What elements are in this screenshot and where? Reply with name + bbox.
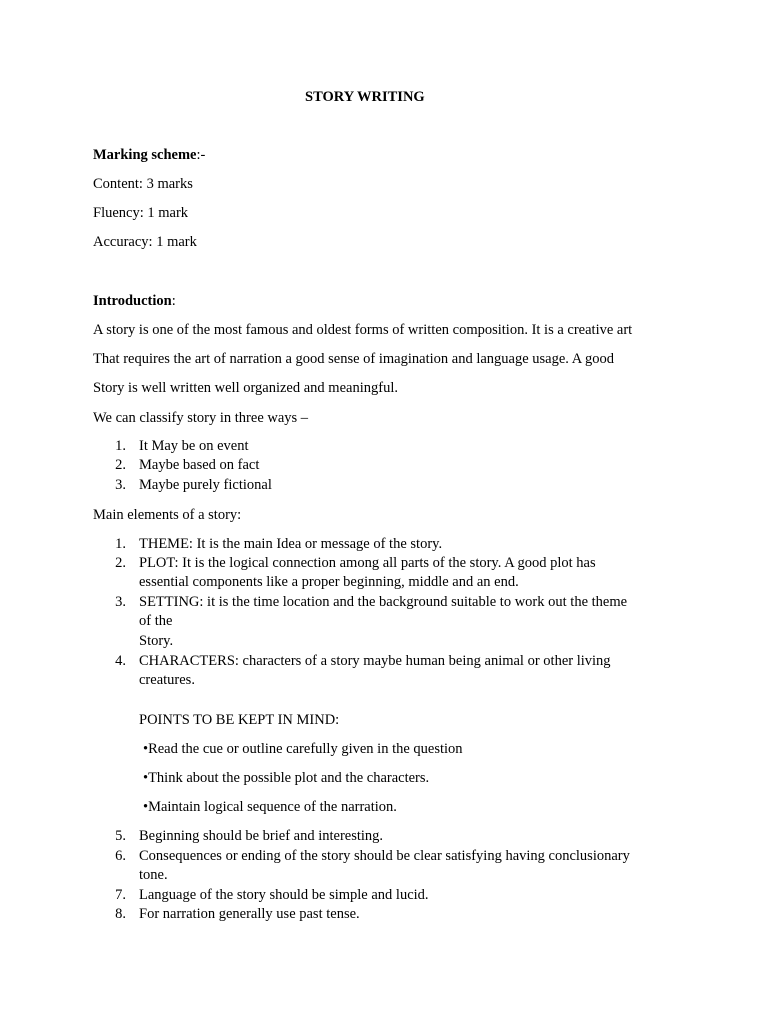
list-number: 3. <box>115 594 126 610</box>
list-item: Beginning should be brief and interesting. <box>139 828 384 844</box>
page-title: STORY WRITING <box>305 89 425 105</box>
list-number: 3. <box>115 477 126 493</box>
list-item-continuation: essential components like a proper beginning, middle and an end. <box>139 574 519 590</box>
marking-scheme-label: Marking scheme <box>93 147 197 163</box>
list-item: Maybe purely fictional <box>139 477 272 493</box>
list-item-continuation: tone. <box>139 867 168 883</box>
classify-intro: We can classify story in three ways – <box>93 410 309 426</box>
introduction-line: Story is well written well organized and meaningful. <box>93 380 398 396</box>
list-number: 6. <box>115 848 126 864</box>
marking-scheme-suffix: :- <box>196 147 206 163</box>
list-number: 8. <box>115 906 126 922</box>
list-item-continuation: creatures. <box>139 672 195 688</box>
marking-scheme-heading <box>93 146 205 164</box>
introduction-suffix: : <box>171 293 176 309</box>
list-item: THEME: It is the main Idea or message of the story. <box>139 536 443 552</box>
list-item: Maybe based on fact <box>139 457 260 473</box>
list-item: Consequences or ending of the story should be clear satisfying having conclusionary <box>139 848 630 864</box>
points-bullet: •Maintain logical sequence of the narration. <box>143 799 397 815</box>
list-item: CHARACTERS: characters of a story maybe human being animal or other living <box>139 653 611 669</box>
list-item-continuation: Story. <box>139 633 174 649</box>
introduction-line: That requires the art of narration a good sense of imagination and language usage. A good <box>93 351 615 367</box>
list-number: 5. <box>115 828 126 844</box>
introduction-line: A story is one of the most famous and oldest forms of written composition. It is a creative art <box>93 322 633 338</box>
list-item: SETTING: it is the time location and the background suitable to work out the theme <box>139 594 628 610</box>
list-item: For narration generally use past tense. <box>139 906 360 922</box>
list-item: Language of the story should be simple and lucid. <box>139 887 429 903</box>
list-number: 2. <box>115 457 126 473</box>
marking-item-accuracy: Accuracy: 1 mark <box>93 234 197 250</box>
marking-item-content: Content: 3 marks <box>93 176 193 192</box>
list-number: 1. <box>115 438 126 454</box>
list-number: 4. <box>115 653 126 669</box>
list-number: 1. <box>115 536 126 552</box>
introduction-label: Introduction <box>93 293 172 309</box>
points-bullet: •Think about the possible plot and the characters. <box>143 770 430 786</box>
list-item: It May be on event <box>139 438 249 454</box>
elements-intro: Main elements of a story: <box>93 507 242 523</box>
list-item: PLOT: It is the logical connection among all parts of the story. A good plot has <box>139 555 596 571</box>
points-bullet: •Read the cue or outline carefully given in the question <box>143 741 463 757</box>
list-item-continuation: of the <box>139 613 173 629</box>
list-number: 7. <box>115 887 126 903</box>
introduction-heading <box>93 292 176 310</box>
points-heading: POINTS TO BE KEPT IN MIND: <box>139 712 340 728</box>
marking-item-fluency: Fluency: 1 mark <box>93 205 189 221</box>
list-number: 2. <box>115 555 126 571</box>
